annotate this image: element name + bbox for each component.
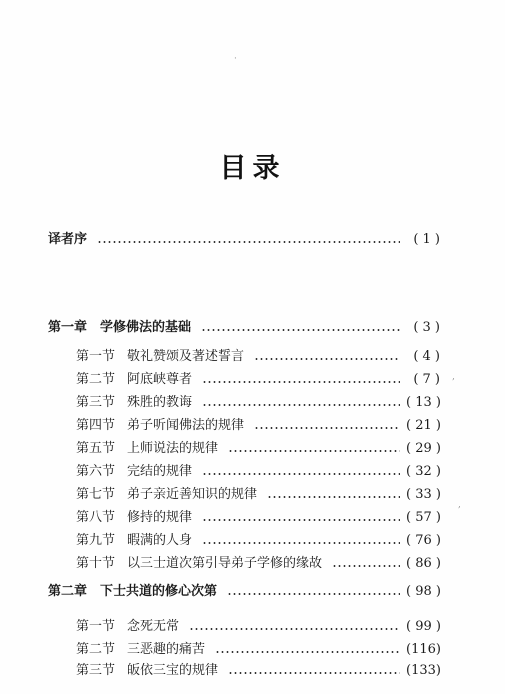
toc-entry-number: 第三节: [76, 395, 116, 410]
toc-entry-page: ( 76 ): [406, 533, 441, 548]
scan-speck: ,: [458, 500, 461, 510]
toc-entry-number: 第八节: [76, 510, 116, 525]
toc-entry-number: 第二章: [48, 584, 88, 599]
toc-entry-page: ( 33 ): [406, 487, 441, 502]
toc-entry[interactable]: [76, 462, 440, 482]
toc-entry[interactable]: [76, 531, 440, 551]
toc-entry-label: 阿底峡尊者: [127, 372, 193, 387]
toc-entry-label: 上师说法的规律: [127, 441, 219, 456]
toc-entry[interactable]: [76, 393, 440, 413]
toc-entry-page: ( 1 ): [413, 232, 440, 247]
toc-entry[interactable]: [76, 370, 440, 390]
toc-entry-label: 敬礼赞颂及著述誓言: [127, 349, 245, 364]
dot-leader: [202, 542, 400, 544]
dot-leader: [228, 672, 400, 674]
toc-entry[interactable]: [76, 661, 440, 681]
toc-entry-number: 第七节: [76, 487, 116, 502]
toc-entry-page: ( 3 ): [413, 320, 440, 335]
toc-entry-number: 第一章: [48, 320, 88, 335]
page-title: 目录: [219, 153, 286, 184]
toc-entry-page: ( 4 ): [413, 349, 440, 364]
toc-entry-label: 译者序: [48, 232, 88, 247]
scan-speck: ‚: [452, 372, 455, 382]
toc-entry-number: 第六节: [76, 464, 116, 479]
toc-entry-number: 第十节: [76, 556, 116, 571]
dot-leader: [202, 473, 400, 475]
toc-entry-number: 第一节: [76, 619, 116, 634]
dot-leader: [202, 519, 400, 521]
scan-speck: ·: [234, 54, 237, 64]
toc-entry[interactable]: [48, 318, 440, 338]
toc-entry-label: 念死无常: [127, 619, 180, 634]
toc-entry-page: ( 13 ): [406, 395, 441, 410]
dot-leader: [202, 404, 400, 406]
toc-entry[interactable]: [76, 640, 440, 660]
dot-leader: [254, 358, 400, 360]
toc-entry-number: 第一节: [76, 349, 116, 364]
toc-entry[interactable]: [76, 439, 440, 459]
toc-entry-number: 第二节: [76, 642, 116, 657]
toc-entry[interactable]: [76, 508, 440, 528]
toc-entry-label: 殊胜的教诲: [127, 395, 193, 410]
toc-entry[interactable]: [76, 554, 440, 574]
dot-leader: [227, 593, 400, 595]
toc-entry-page: ( 32 ): [406, 464, 441, 479]
toc-entry-label: 下士共道的修心次第: [100, 584, 218, 599]
toc-entry-label: 皈依三宝的规律: [127, 663, 219, 678]
toc-entry-page: ( 29 ): [406, 441, 441, 456]
toc-entry-number: 第四节: [76, 418, 116, 433]
toc-entry-label: 修持的规律: [127, 510, 193, 525]
toc-entry-label: 学修佛法的基础: [100, 320, 192, 335]
dot-leader: [97, 241, 400, 243]
toc-entry[interactable]: [76, 416, 440, 436]
toc-entry[interactable]: [76, 617, 440, 637]
toc-entry-number: 第二节: [76, 372, 116, 387]
toc-entry-page: (133): [406, 663, 441, 678]
dot-leader: [228, 450, 400, 452]
toc-entry[interactable]: [76, 485, 440, 505]
toc-entry-page: ( 98 ): [406, 584, 441, 599]
dot-leader: [201, 329, 400, 331]
toc-entry-number: 第九节: [76, 533, 116, 548]
dot-leader: [202, 381, 400, 383]
toc-entry-page: ( 86 ): [406, 556, 441, 571]
toc-entry-label: 弟子亲近善知识的规律: [127, 487, 258, 502]
toc-entry-label: 弟子听闻佛法的规律: [127, 418, 245, 433]
dot-leader: [332, 565, 400, 567]
dot-leader: [267, 496, 400, 498]
toc-entry-page: ( 99 ): [406, 619, 441, 634]
toc-entry[interactable]: [48, 230, 440, 250]
dot-leader: [189, 628, 400, 630]
toc-entry[interactable]: [48, 582, 440, 602]
toc-entry-label: 以三士道次第引导弟子学修的缘故: [127, 556, 323, 571]
dot-leader: [254, 427, 400, 429]
toc-entry[interactable]: [76, 347, 440, 367]
toc-entry-page: ( 21 ): [406, 418, 441, 433]
toc-entry-page: ( 7 ): [413, 372, 440, 387]
dot-leader: [215, 651, 400, 653]
toc-entry-number: 第三节: [76, 663, 116, 678]
toc-entry-number: 第五节: [76, 441, 116, 456]
toc-entry-page: (116): [406, 642, 441, 657]
toc-entry-label: 完结的规律: [127, 464, 193, 479]
toc-entry-page: ( 57 ): [406, 510, 441, 525]
toc-entry-label: 暇满的人身: [127, 533, 193, 548]
toc-entry-label: 三恶趣的痛苦: [127, 642, 206, 657]
